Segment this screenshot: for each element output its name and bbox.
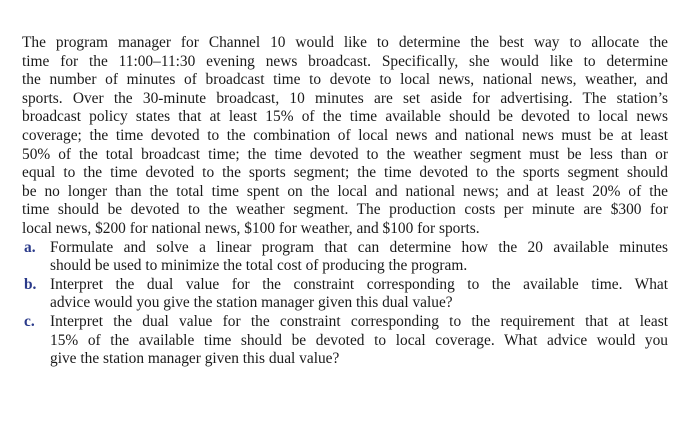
problem-line: the number of minutes of broadcast time to devote to local news, national news, weather, and bbox=[22, 71, 668, 89]
problem-line: time for the 11:00–11:30 evening news broadcast. Specifically, she would like to determine bbox=[22, 52, 668, 70]
part-line: give the station manager given this dual value? bbox=[50, 350, 340, 368]
document-body bbox=[22, 34, 668, 369]
problem-line: equal to the time devoted to the sports segment; the time devoted to the sports segment should bbox=[22, 164, 668, 182]
part-marker: a. bbox=[24, 238, 36, 256]
part-b bbox=[22, 276, 668, 313]
part-line: Interpret the dual value for the constraint corresponding to the available time. What bbox=[50, 275, 668, 293]
part-marker: c. bbox=[24, 312, 35, 330]
part-line: should be used to minimize the total cost of producing the program. bbox=[50, 257, 468, 275]
part-c bbox=[22, 313, 668, 369]
problem-line: time should be devoted to the weather segment. The production costs per minute are $300 for bbox=[22, 201, 668, 219]
problem-line: The program manager for Channel 10 would like to determine the best way to allocate the bbox=[22, 34, 668, 51]
problem-line: sports. Over the 30-minute broadcast, 10 minutes are set aside for advertising. The station’s bbox=[22, 89, 668, 107]
part-marker: b. bbox=[24, 275, 37, 293]
problem-line: coverage; the time devoted to the combination of local news and national news must be at least bbox=[22, 126, 668, 144]
problem-line: local news, $200 for national news, $100 for weather, and $100 for sports. bbox=[22, 219, 480, 237]
part-a bbox=[22, 239, 668, 276]
part-line: advice would you give the station manager given this dual value? bbox=[50, 294, 453, 312]
problem-line: 50% of the total broadcast time; the time devoted to the weather segment must be less than or bbox=[22, 145, 668, 163]
problem-line: broadcast policy states that at least 15% of the time available should be devoted to local news bbox=[22, 108, 668, 126]
part-line: Formulate and solve a linear program that can determine how the 20 available minutes bbox=[50, 238, 668, 256]
problem-line: be no longer than the total time spent on the local and national news; and at least 20% of the bbox=[22, 182, 668, 200]
problem-statement bbox=[22, 34, 668, 239]
part-line: Interpret the dual value for the constraint corresponding to the requirement that at least bbox=[50, 312, 668, 330]
part-line: 15% of the available time should be devoted to local coverage. What advice would you bbox=[50, 331, 668, 349]
